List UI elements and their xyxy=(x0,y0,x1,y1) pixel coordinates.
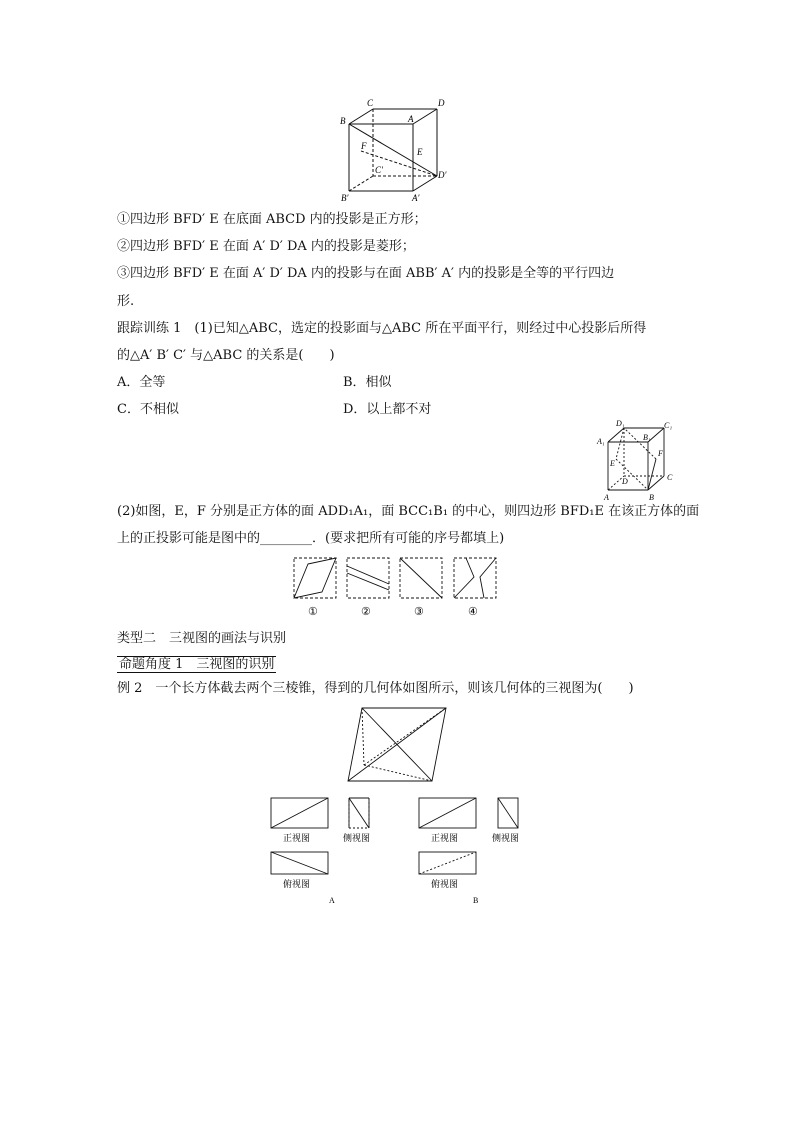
exercise2-line2: 上的正投影可能是图中的________．(要求把所有可能的序号都填上) xyxy=(117,531,505,546)
label-A1: A₁ xyxy=(597,437,605,446)
label-F: F xyxy=(361,141,367,151)
view-label-side-A: 侧视图 xyxy=(343,833,371,843)
view-label-front-B: 正视图 xyxy=(431,833,459,843)
view-label-top-A: 俯视图 xyxy=(283,879,311,889)
label-B: B xyxy=(340,116,346,126)
exercise1-line1: 跟踪训练 1 (1)已知△ABC，选定的投影面与△ABC 所在平面平行，则经过中心投影后所得 xyxy=(117,321,647,336)
proj-label-2: ② xyxy=(361,606,371,618)
label-D-prime: D′ xyxy=(438,170,447,180)
label-C: C xyxy=(367,98,374,108)
projection-options xyxy=(290,555,505,623)
section-title: 类型二 三视图的画法与识别 xyxy=(117,631,287,646)
option-C: C．不相似 xyxy=(117,402,179,417)
subsection-title-text: 命题角度 1 三视图的识别 xyxy=(119,657,275,672)
label-C1: C₁ xyxy=(664,421,673,430)
solid-figure xyxy=(344,702,450,785)
option-B: B．相似 xyxy=(343,375,392,390)
subsection-title xyxy=(117,656,276,674)
label-A-prime: A′ xyxy=(412,193,420,203)
statement-2: ②四边形 BFD′ E 在面 A′ D′ DA 内的投影是菱形； xyxy=(117,239,415,254)
label-D: D xyxy=(622,477,628,486)
statement-3: ③四边形 BFD′ E 在面 A′ D′ DA 内的投影与在面 ABB′ A′ 内的投影是全等的平行四边 xyxy=(117,266,615,281)
example2-text: 例 2 一个长方体截去两个三棱锥，得到的几何体如图所示，则该几何体的三视图为( ) xyxy=(117,681,634,696)
label-D1: D₁ xyxy=(616,419,625,428)
label-B: B xyxy=(649,493,654,502)
view-label-side-B: 侧视图 xyxy=(492,833,520,843)
label-B-prime: B′ xyxy=(341,193,349,203)
label-E: E xyxy=(417,147,423,157)
label-C: C xyxy=(667,473,673,482)
cube-figure-1 xyxy=(335,95,460,203)
proj-label-4: ④ xyxy=(468,606,478,618)
exercise2-line1: (2)如图，E，F 分别是正方体的面 ADD₁A₁，面 BCC₁B₁ 的中心，则四边形 BFD₁E 在该正方体的面 xyxy=(117,504,700,519)
proj-label-1: ① xyxy=(308,606,318,618)
statement-3-cont: 形. xyxy=(117,294,135,309)
view-label-top-B: 俯视图 xyxy=(431,879,459,889)
view-label-front-A: 正视图 xyxy=(283,833,311,843)
statement-1: ①四边形 BFD′ E 在底面 ABCD 内的投影是正方形； xyxy=(117,212,427,227)
label-E: E xyxy=(610,459,615,468)
proj-label-3: ③ xyxy=(414,606,424,618)
three-views-option-B xyxy=(416,795,536,910)
option-label-B: B xyxy=(473,896,479,905)
label-A: A xyxy=(604,493,609,502)
option-label-A: A xyxy=(329,896,335,905)
label-D: D xyxy=(438,98,445,108)
option-A: A．全等 xyxy=(117,375,166,390)
three-views-option-A xyxy=(268,795,388,910)
label-B1: B₁ xyxy=(643,433,651,442)
option-D: D．以上都不对 xyxy=(343,402,432,417)
label-C-prime: C′ xyxy=(375,165,383,175)
exercise1-line2: 的△A′ B′ C′ 与△ABC 的关系是( ) xyxy=(117,348,335,363)
label-A: A xyxy=(408,114,414,124)
cube-figure-2 xyxy=(596,418,680,502)
label-F: F xyxy=(658,449,663,458)
